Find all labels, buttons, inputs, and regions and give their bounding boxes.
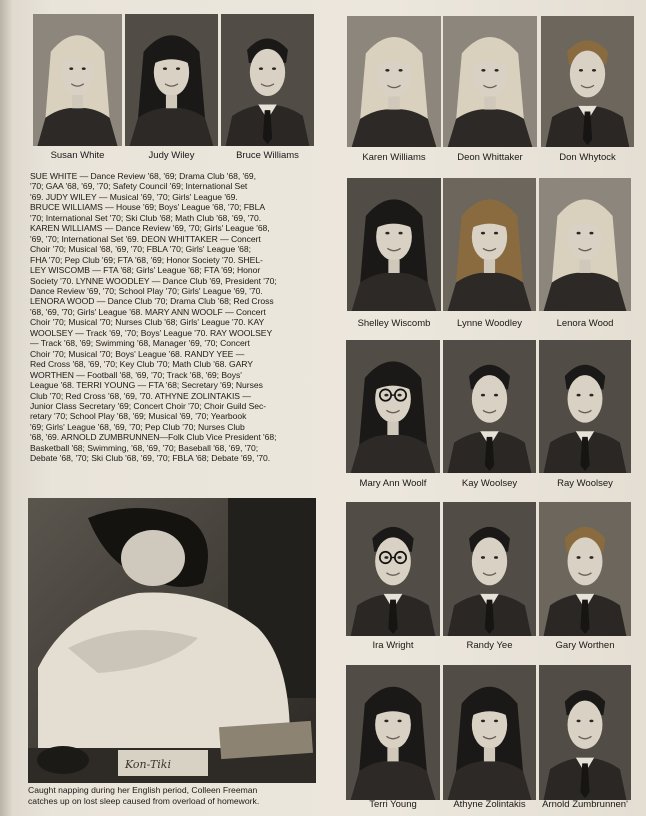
activities-line: '69; Girls' League '68, '69, '70; Pep Club '70; Nurses Club [30,421,245,432]
portrait-susan-white [33,14,122,146]
portrait-name-susan-white: Susan White [50,150,105,161]
portrait-name-gary-worthen: Gary Worthen [555,640,615,651]
portrait-photo-art [346,502,440,636]
activities-line: Debate '68, '70; Ski Club '68, '69, '70; FBLA '68; Debate '69, '70. [30,453,271,464]
activities-line: Club '70; Red Cross '68, '69, '70. ATHYNE ZOLINTAKIS — [30,390,251,401]
portrait-name-lenora-wood: Lenora Wood [556,318,614,329]
activities-line: '69, '70; International Set '69. DEON WHITTAKER — Concert [30,233,261,244]
portrait-name-shelley-wiscomb: Shelley Wiscomb [357,318,431,329]
portrait-photo-art [443,16,537,147]
activities-line: SUE WHITE — Dance Review '68, '69; Drama Club '68, '69, [30,171,256,181]
portrait-photo-art [539,502,631,636]
portrait-name-karen-williams: Karen Williams [362,152,426,163]
activities-line: WOOLSEY — Track '69, '70; Boys' League '70. RAY WOOLSEY [30,327,273,338]
activities-line: Choir '70; Musical '68, '69, '70; FBLA '70; Girls' League '68; [30,244,251,255]
portrait-name-lynne-woodley: Lynne Woodley [457,318,522,329]
candid-photo-napping-student [28,498,316,783]
portrait-deon-whittaker [443,16,537,147]
portrait-photo-art [539,178,631,311]
activities-line: Junior Class Secretary '69; Concert Choir '70; Choir Guild Sec- [30,400,267,411]
portrait-photo-art [347,178,441,311]
activities-line: '68, '69, '70; Girls' League '68. MARY ANN WOOLF — Concert [30,306,266,317]
activities-line: Red Cross '68, '69, '70; Key Club '70; Math Club '68. GARY [30,359,253,370]
portrait-ray-woolsey [539,340,631,473]
activities-line: '68, '69. ARNOLD ZUMBRUNNEN—Folk Club Vice President '68; [30,432,277,443]
portrait-arnold-zumbrunnen [539,665,631,800]
portrait-judy-wiley [125,14,218,146]
activities-line: Society '70. LYNNE WOODLEY — Dance Club '69, President '70; [30,275,277,286]
portrait-photo-art [347,16,441,147]
portrait-name-terri-young: Terri Young [369,799,417,810]
portrait-name-mary-ann-woolf: Mary Ann Woolf [359,478,427,489]
caption-line: Caught napping during her English period, Colleen Freeman [28,785,258,795]
portrait-name-don-whytock: Don Whytock [559,152,616,163]
activities-line: Dance Review '69, '70; School Play '70; Girls' League '69, '70. [30,285,263,296]
portrait-photo-art [443,665,536,800]
portrait-shelley-wiscomb [347,178,441,311]
portrait-name-kay-woolsey: Kay Woolsey [461,478,518,489]
portrait-lynne-woodley [443,178,536,311]
activities-line: '70; GAA '68, '69, '70; Safety Council '69; International Set [30,181,248,192]
portrait-name-judy-wiley: Judy Wiley [148,150,195,161]
portrait-photo-art [539,665,631,800]
portrait-photo-art [346,665,440,800]
portrait-gary-worthen [539,502,631,636]
portrait-bruce-williams [221,14,314,146]
portrait-ira-wright [346,502,440,636]
portrait-photo-art [541,16,634,147]
photo-caption [28,785,328,807]
portrait-photo-art [221,14,314,146]
activities-line: KAREN WILLIAMS — Dance Review '69, '70; Girls' League '68, [30,223,270,234]
activities-line: WORTHEN — Football '68, '69, '70; Track '68, '69; Boys' [30,369,242,380]
portrait-lenora-wood [539,178,631,311]
portrait-photo-art [443,502,536,636]
activities-line: FHA '70; Pep Club '69; FTA '68, '69; Honor Society '70. SHEL- [30,254,263,265]
portrait-randy-yee [443,502,536,636]
portrait-don-whytock [541,16,634,147]
portrait-karen-williams [347,16,441,147]
activities-line: LEY WISCOMB — FTA '68; Girls' League '68; FTA '69; Honor [30,265,261,276]
activities-line: Choir '70; Musical '70; Nurses Club '68; Girls' League '70. KAY [30,317,265,328]
portrait-terri-young [346,665,440,800]
portrait-athyne-zolintakis [443,665,536,800]
portrait-photo-art [443,178,536,311]
portrait-photo-art [33,14,122,146]
portrait-mary-ann-woolf [346,340,440,473]
portrait-photo-art [539,340,631,473]
portrait-name-deon-whittaker: Deon Whittaker [457,152,523,163]
caption-line: catches up on lost sleep caused from overload of homework. [28,796,260,806]
candid-photo-art [28,498,316,783]
portrait-photo-art [443,340,536,473]
activities-line: '69. JUDY WILEY — Musical '69, '70; Girls' League '69. [30,191,238,202]
activities-line: Choir '70; Musical '70; Boys' League '68. RANDY YEE — [30,348,245,359]
portrait-name-ira-wright: Ira Wright [372,640,414,651]
portrait-photo-art [346,340,440,473]
activities-line: '70; International Set '70; Ski Club '68; Math Club '68, '69, '70. [30,212,262,223]
activities-line: BRUCE WILLIAMS — House '69; Boys' League '68, '70; FBLA [30,202,266,213]
activities-line: LENORA WOOD — Dance Club '70; Drama Club '68; Red Cross [30,296,274,307]
activities-line: League '68. TERRI YOUNG — FTA '68; Secretary '69; Nurses [30,380,263,391]
page-binding-shadow [0,0,12,816]
portrait-kay-woolsey [443,340,536,473]
portrait-photo-art [125,14,218,146]
portrait-name-arnold-zumbrunnen: Arnold Zumbrunnen' [542,799,628,810]
portrait-name-ray-woolsey: Ray Woolsey [557,478,613,489]
activities-line: Basketball '68; Swimming, '68, '69, '70; Baseball '68, '69, '70; [30,442,259,453]
portrait-name-randy-yee: Randy Yee [466,640,513,651]
book-title: Kon-Tiki [125,758,171,771]
portrait-name-athyne-zolintakis: Athyne Zolintakis [453,799,526,810]
activities-line: — Track '68, '69; Swimming '68, Manager '69, '70; Concert [30,338,250,349]
activities-line: retary '70; School Play '68, '69; Musical '69, '70; Yearbook [30,411,247,422]
portrait-name-bruce-williams: Bruce Williams [236,150,299,161]
activities-text [30,171,322,464]
